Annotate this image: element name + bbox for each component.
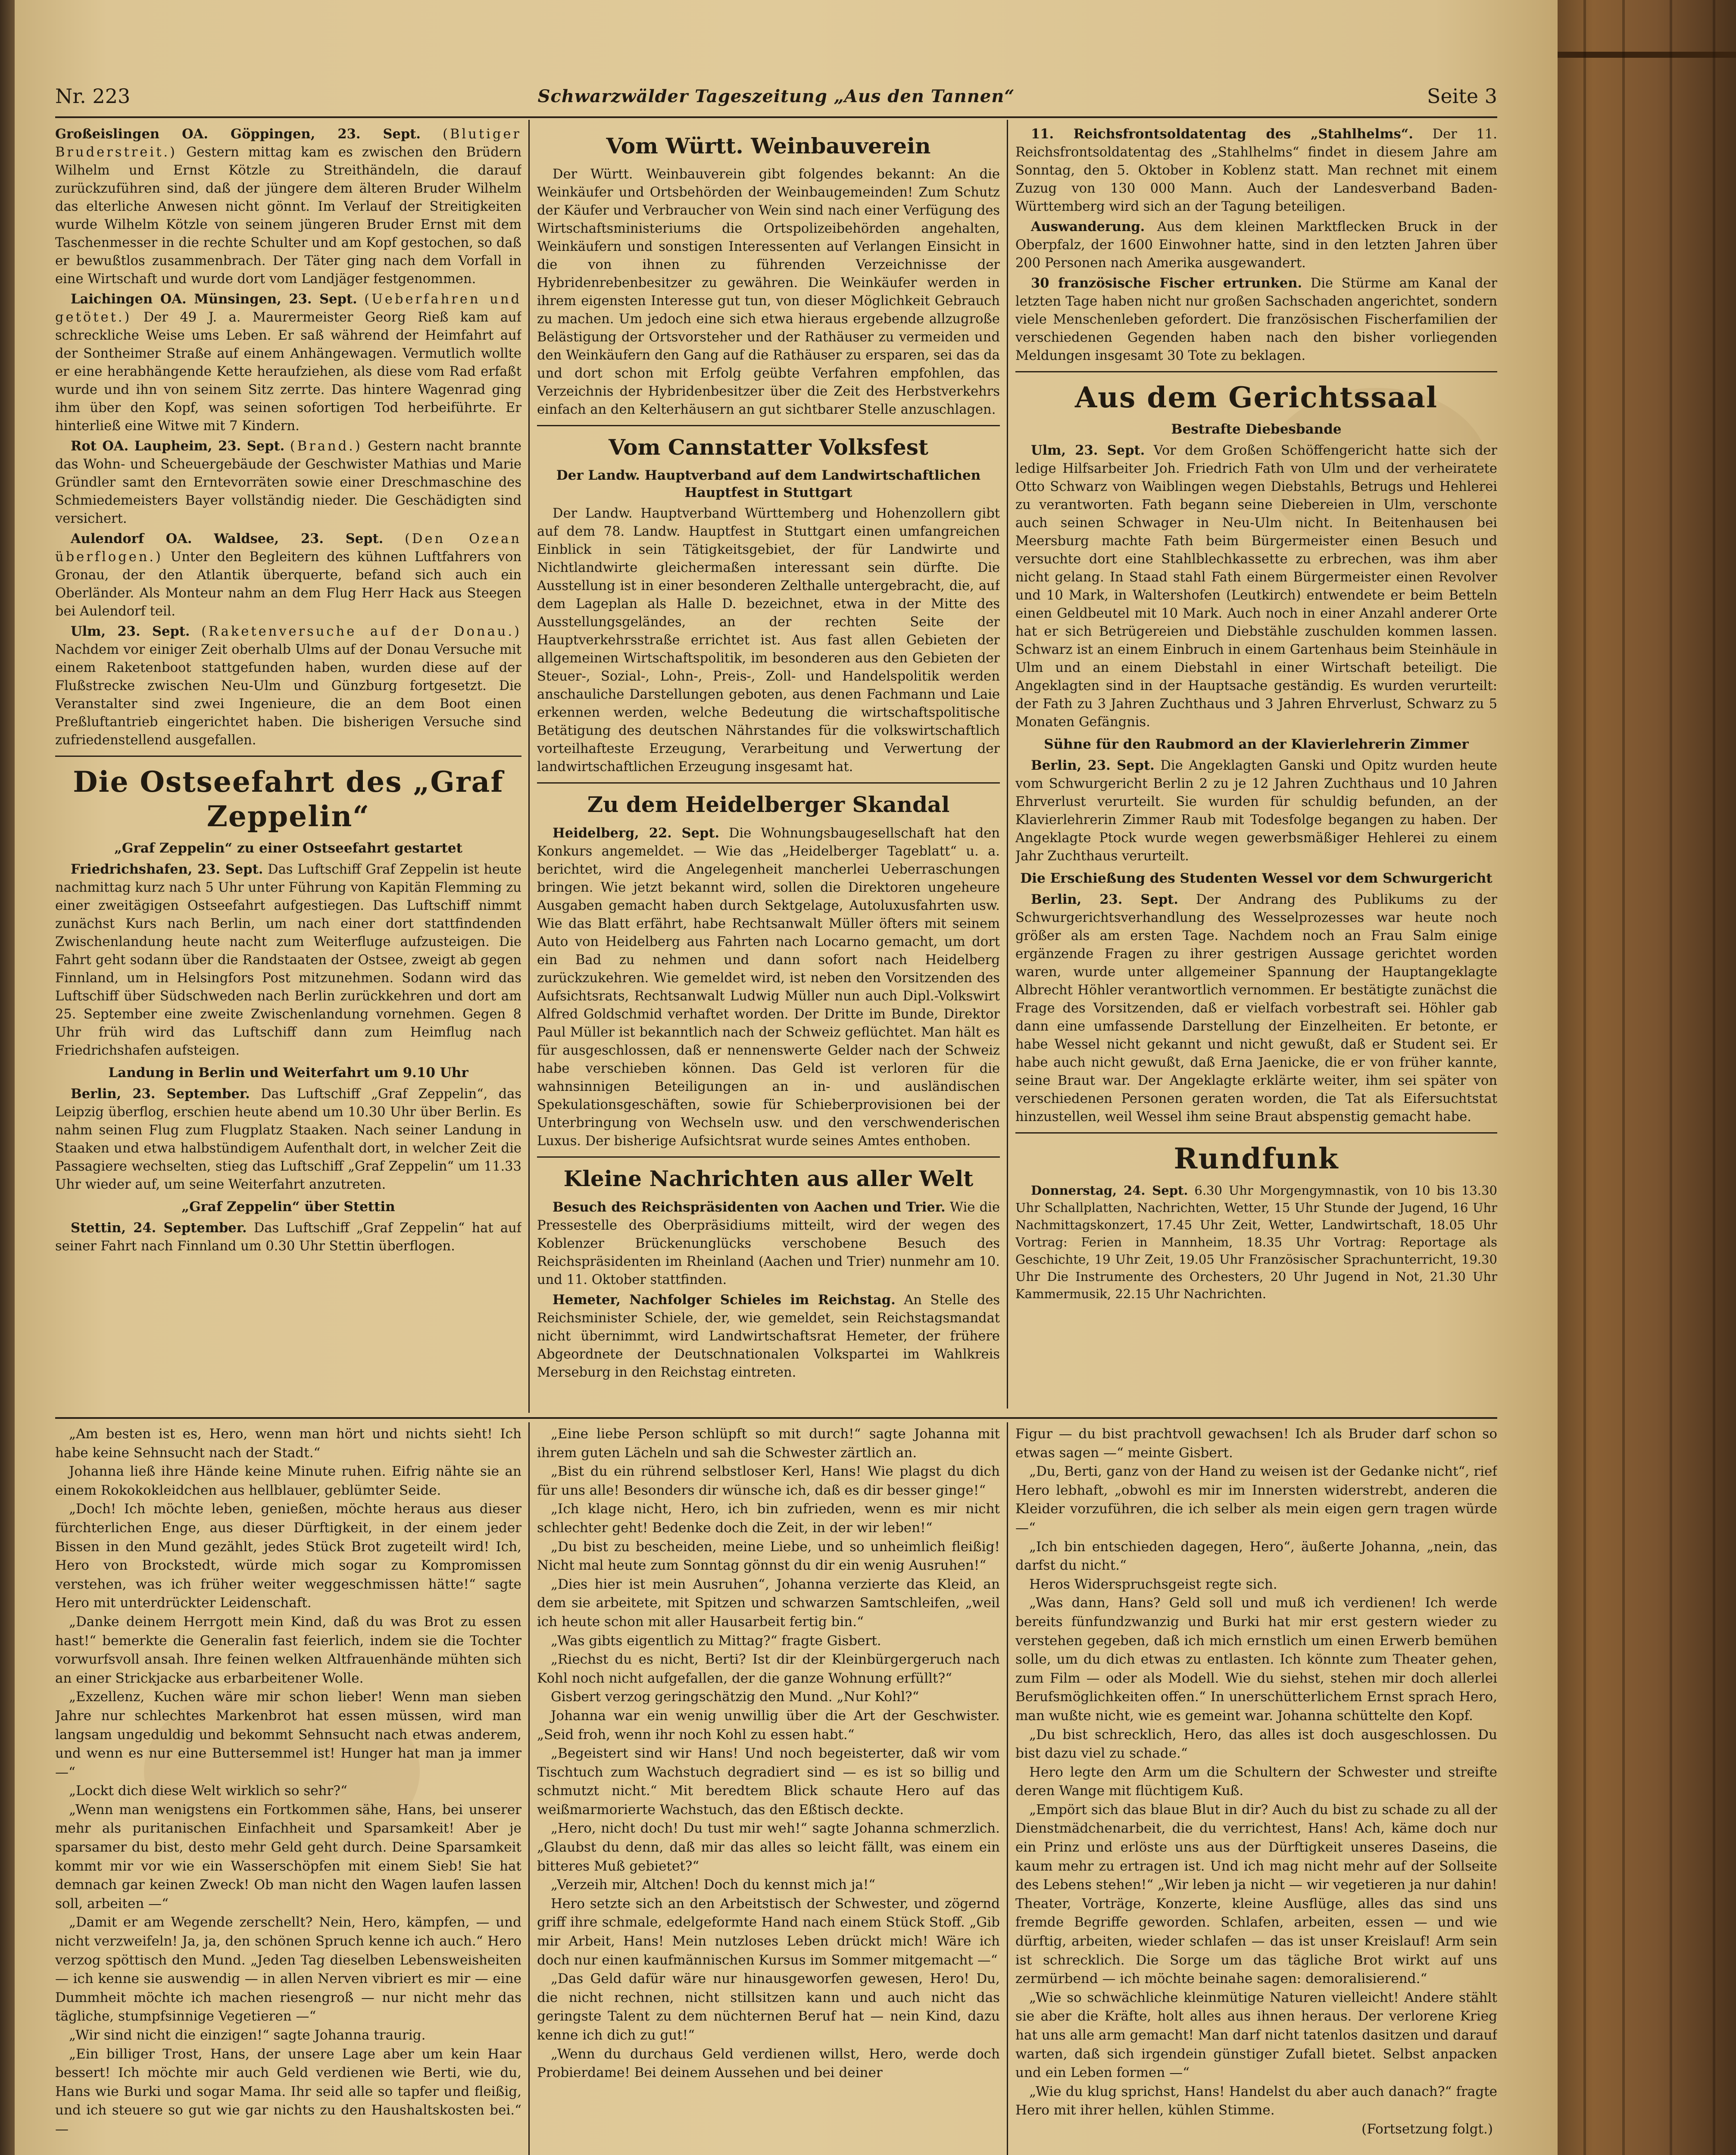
continued-note: (Fortsetzung folgt.) (1361, 2121, 1493, 2137)
serial-paragraph: „Wie du klug sprichst, Hans! Handelst du aber auch danach?“ fragte Hero mit ihrer hellen, kühlen Stimme. (1015, 2083, 1497, 2118)
newspaper-page (15, 0, 1558, 2155)
subheadline: Die Erschießung des Studenten Wessel vor dem Schwurgericht (1020, 871, 1492, 886)
article: Auswanderung. Aus dem kleinen Marktflecken Bruck in der Oberpfalz, der 1600 Einwohner hatte, sind in den letzten Jahren über 200 Personen nach Amerika ausgewandert. (1015, 219, 1497, 271)
serial-paragraph: „Du bist zu bescheiden, meine Liebe, und so unheimlich fleißig! Nicht mal heute zum Sonntag gönnst du dir ein wenig Ausruhen!“ (537, 1539, 1000, 1574)
serial-paragraph: Heros Widerspruchsgeist regte sich. (1029, 1576, 1277, 1592)
article: Rot OA. Laupheim, 23. Sept. (Brand.) Gestern nacht brannte das Wohn- und Scheuergebäude der Geschwister Mathias und Marie Gründler samt den Erntevorräten sowie einer Dreschmaschine des Schmiedemeisters Bayer vollständig nieder. Die Geschädigten sind versichert. (55, 438, 521, 526)
article: Hemeter, Nachfolger Schieles im Reichstag. An Stelle des Reichsminister Schiele, der, wie gemeldet, sein Reichstagsmandat nicht übernimmt, wird Landwirtschaftsrat Hemeter, der frühere Abgeordnete der Deutschnationalen Volkspartei im Wahlkreis Merseburg in den Reichstag eintreten. (537, 1292, 1000, 1380)
serial-paragraph: „Was dann, Hans? Geld soll und muß ich verdienen! Ich werde bereits fünfundzwanzig und Burki hat mir erst gestern wieder zu verstehen gegeben, daß ich mich ernstlich um einen Erwerb bemühen solle, um du dich etwas zu entlasten. Ich könnte zum Theater gehen, zum Film — oder als Modell. Wie du siehst, stehen mir doch allerlei Berufsmöglichkeiten offen.“ In unerschütterlichem Ernst sprach Hero, man wußte nicht, wie es gemeint war. Johanna schüttelte den Kopf. (1015, 1595, 1497, 1724)
binding-stripe (1583, 0, 1586, 2155)
serial-paragraph: „Begeistert sind wir Hans! Und noch begeisterter, daß wir vom Tischtuch zum Wachstuch degradiert sind — es ist so billig und schmutzt nicht.“ Mit beredtem Blick schaute Hero auf das weißmarmorierte Wachstuch, das den Eßtisch deckte. (537, 1746, 1000, 1818)
article: Großeislingen OA. Göppingen, 23. Sept. (Blutiger Bruderstreit.) Gestern mittag kam es zwischen den Brüdern Wilhelm und Ernst Kötzle zu Streithändeln, die darauf zurückzuführen sind, daß der jüngere dem älteren Bruder Wilhelm das elterliche Anwesen nicht gönnt. Im Verlauf der Streitigkeiten wurde Wilhelm Kötzle von seinem jüngeren Bruder Ernst mit dem Taschenmesser in die rechte Schulter und am Kopf gestochen, so daß er bewußtlos zusammenbrach. Der Täter ging nach dem Vorfall in eine Wirtschaft und wurde dort vom Landjäger festgenommen. (55, 126, 521, 287)
article: Heidelberg, 22. Sept. Die Wohnungsbaugesellschaft hat den Konkurs angemeldet. — Wie das „Heidelberger Tageblatt“ u. a. berichtet, wird die Angelegenheit mancherlei Ueberraschungen bringen. Wie jetzt bekannt wird, sollen die Direktoren ungeheure Ausgaben gemacht haben durch Sektgelage, Autoluxusfahrten usw. Wie das Blatt erfährt, habe Rechtsanwalt Müller öfters mit seinem Auto von Heidelberg aus Fahrten nach Locarno gemacht, um dort ein Bad zu nehmen und dann sofort nach Heidelberg zurückzukehren. Wie gemeldet wird, ist neben den Vorsitzenden des Aufsichtsrats, Rechtsanwalt Ludwig Müller nun auch Dipl.-Volkswirt Alfred Goldschmid verhaftet worden. Der Dritte im Bunde, Direktor Paul Müller ist bekanntlich nach der Schweiz geflüchtet. Man hält es für ausgeschlossen, daß er nennenswerte Gelder nach der Schweiz habe verschieben können. Das Geld ist verloren für die wahnsinnigen Beteiligungen an in- und ausländischen Spekulationsgeschäften, sowie für Schieberprovisionen bei der Unterbringung von Wechseln usw. und den verschwenderischen Luxus. Der bisherige Aufsichtsrat wurde seines Amtes enthoben. (537, 825, 1000, 1149)
subheadline: Sühne für den Raubmord an der Klavierlehrerin Zimmer (1044, 737, 1469, 752)
serial-novel-column (1015, 1425, 1497, 2155)
article: Ulm, 23. Sept. (Raketenversuche auf der Donau.) Nachdem vor einiger Zeit oberhalb Ulms auf der Donau Versuche mit einem Raketenboot stattgefunden haben, wurden diese auf der Flußstrecke zwischen Neu-Ulm und Günzburg fortgesetzt. Die Veranstalter sind zwei Ingenieure, die an dem Boot einen Preßluftantrieb eingerichtet haben. Die bisherigen Versuche sind zufriedenstellend ausgefallen. (55, 624, 521, 748)
serial-novel-column (55, 1425, 521, 2155)
column-rule (528, 1422, 530, 2155)
serial-paragraph: „Das Geld dafür wäre nur hinausgeworfen gewesen, Hero! Du, die nicht rechnen, nicht stillsitzen kann und auch nicht das geringste Talent zu dem nüchternen Beruf hat — nein Kind, dazu kenne ich dich zu gut!“ (537, 1971, 1000, 2043)
serial-paragraph: „Empört sich das blaue Blut in dir? Auch du bist zu schade zu all der Dienstmädchenarbeit, die du verrichtest, Hans! Ach, käme doch nur ein Prinz und erlöste uns aus der Dürftigkeit unseres Daseins, die kaum mehr zu ertragen ist. Und ich mag nicht mehr auf der Sollseite des Lebens stehen!“ „Wir leben ja nicht — wir vegetieren ja nur dahin! Theater, Vorträge, Konzerte, kleine Ausflüge, alles das sind uns fremde Begriffe geworden. Schlafen, arbeiten, essen — und wie dürftig, arbeiten, wieder schlafen — das ist unser Kreislauf! Arm sein ist schrecklich. Die Sorge um das tägliche Brot wirkt auf uns zermürbend — ich möchte beinahe sagen: demoralisierend.“ (1015, 1802, 1497, 1987)
subheadline: „Graf Zeppelin“ zu einer Ostseefahrt gestartet (114, 840, 462, 856)
book-binding (1558, 0, 1736, 2155)
scan-edge (0, 0, 15, 2155)
radio-program: Donnerstag, 24. Sept. 6.30 Uhr Morgengymnastik, von 10 bis 13.30 Uhr Schallplatten, Nachrichten, Wetter, 15 Uhr Stunde der Jugend, 16 Uhr Nachmittagskonzert, 17.45 Uhr Zeit, Wetter, Landwirtschaft, 18.05 Uhr Vortrag: Ferien in Mannheim, 18.35 Uhr Vortrag: Reportage als Geschichte, 19 Uhr Zeit, 19.05 Uhr Französischer Sprachunterricht, 19.30 Uhr Die Instrumente des Orchesters, 20 Uhr Jugend in Not, 21.30 Uhr Kammermusik, 22.15 Uhr Nachrichten. (1015, 1183, 1497, 1301)
serial-rule (55, 1417, 1497, 1419)
headline: Zu dem Heidelberger Skandal (587, 792, 950, 817)
article: Der Württ. Weinbauverein gibt folgendes bekannt: An die Weinkäufer und Ortsbehörden der Weinbaugemeinden! Zum Schutz der Käufer und Verbraucher von Wein sind nach einer Verfügung des Wirtschaftsministeriums die Ortspolizeibehörden angehalten, Weinkäufern und sonstigen Interessenten auf Verlangen Einsicht in die von ihnen zu führenden Verzeichnisse der Hybridenrebenbesitzer zu gewähren. Die Weinkäufer werden in ihrem eigensten Interesse gut tun, von dieser Möglichkeit Gebrauch zu machen. Um jedoch eine sich etwa hieraus ergebende allzugroße Belästigung der Ortsvorsteher und der Rathäuser zu vermeiden und den Weinkäufern den Gang auf die Rathäuser zu ersparen, sei das da und dort schon mit Erfolg geübte Verfahren empfohlen, das Verzeichnis der Hybridenbesitzer über die Zeit des Herbstverkehrs einfach an den Kelterhäusern an gut sichtbarer Stelle anzuschlagen. (537, 167, 1000, 417)
serial-paragraph: „Doch! Ich möchte leben, genießen, möchte heraus aus dieser fürchterlichen Enge, aus dieser Dürftigkeit, in der einem jeder Bissen in den Mund gezählt, jedes Stück Brot zugeteilt wird! Ich, Hero von Brockstedt, würde mich sogar zu Kompromissen verstehen, was ich früher weiter weggeschmissen hätte!“ sagte Hero mit unterdrückter Leidenschaft. (55, 1501, 521, 1611)
subheadline: Landung in Berlin und Weiterfahrt um 9.10 Uhr (108, 1065, 468, 1081)
serial-paragraph: Figur — du bist prachtvoll gewachsen! Ich als Bruder darf schon so etwas sagen —“ meinte Gisbert. (1015, 1426, 1497, 1461)
serial-paragraph: „Du bist schrecklich, Hero, das alles ist doch ausgeschlossen. Du bist dazu viel zu schade.“ (1015, 1727, 1497, 1761)
column-local-news (55, 125, 521, 1414)
column-rule (528, 120, 530, 1413)
divider (1015, 1132, 1497, 1134)
subheadline: „Graf Zeppelin“ über Stettin (181, 1199, 395, 1215)
binding-stripe (1622, 0, 1625, 2155)
headline: Rundfunk (1174, 1142, 1339, 1175)
headline: Kleine Nachrichten aus aller Welt (563, 1166, 974, 1191)
page-header (55, 84, 1497, 115)
article: Laichingen OA. Münsingen, 23. Sept. (Ueberfahren und getötet.) Der 49 J. a. Maurermeister Georg Rieß kam auf schreckliche Weise ums Leben. Er saß während der Heimfahrt auf der Sontheimer Straße auf einem Anhängewagen. Vermutlich wollte er eine herabhängende Kette heraufziehen, als diese vom Rad erfaßt wurde und ihn von seinem Sitz zerrte. Das hintere Wagenrad ging ihm über den Kopf, was seinen sofortigen Tod herbeiführte. Er hinterließ eine Witwe mit 7 Kindern. (55, 291, 521, 434)
subheadline: Der Landw. Hauptverband auf dem Landwirtschaftlichen Hauptfest in Stuttgart (556, 468, 981, 500)
serial-paragraph: „Wir sind nicht die einzigen!“ sagte Johanna traurig. (69, 2027, 426, 2043)
article: Aulendorf OA. Waldsee, 23. Sept. (Den Ozean überflogen.) Unter den Begleitern des kühnen Luftfahrers von Gronau, der den Atlantik überquerte, befand sich auch ein Oberländer. Als Monteur nahm an dem Flug Herr Hack aus Steegen bei Aulendorf teil. (55, 531, 521, 619)
serial-paragraph: „Ich klage nicht, Hero, ich bin zufrieden, wenn es mir nicht schlechter geht! Bedenke doch die Zeit, in der wir leben!“ (537, 1501, 1000, 1536)
serial-paragraph: „Damit er am Wegende zerschellt? Nein, Hero, kämpfen, — und nicht verzweifeln! Ja, ja, den schönen Spruch kenne ich auch.“ Hero verzog spöttisch den Mund. „Jeden Tag dieselben Lebensweisheiten — ich kenne sie auswendig — in allen Nerven vibriert es mir — eine Dummheit möchte ich machen riesengroß — nur nicht mehr das tägliche, stumpfsinnige Vegetieren —“ (55, 1915, 521, 2024)
serial-paragraph: „Danke deinem Herrgott mein Kind, daß du was Brot zu essen hast!“ bemerkte die Generalin fast feierlich, indem sie die Tochter vorwurfsvoll ansah. Ihre feinen welken Altfrauenhände mühten sich an einer Strickjacke aus erbarbeitener Wolle. (55, 1614, 521, 1686)
column-regional-news (537, 125, 1000, 1414)
column-rule (1007, 1422, 1008, 2155)
serial-paragraph: Gisbert verzog geringschätzig den Mund. „Nur Kohl?“ (551, 1689, 919, 1705)
serial-paragraph: Hero legte den Arm um die Schultern der Schwester und streifte deren Wange mit flüchtigem Kuß. (1015, 1764, 1497, 1799)
serial-novel-column (537, 1425, 1000, 2155)
serial-paragraph: „Wenn man wenigstens ein Fortkommen sähe, Hans, bei unserer mehr als puritanischen Einfachheit und Sparsamkeit! Aber je sparsamer du bist, desto mehr Geld geht durch. Deine Sparsamkeit kommt mir vor wie ein Wasserschöpfen mit einem Sieb! Sie hat demnach gar keinen Zweck! Ob man nicht den Wagen laufen lassen soll, arbeiten —“ (55, 1802, 521, 1911)
serial-paragraph: „Eine liebe Person schlüpft so mit durch!“ sagte Johanna mit ihrem guten Lächeln und sah die Schwester zärtlich an. (537, 1426, 1000, 1461)
serial-paragraph: „Ein billiger Trost, Hans, der unsere Lage aber um kein Haar bessert! Ich möchte mir auch Geld verdienen wie Berti, wie du, Hans wie Burki und sogar Mama. Ihr seid alle so tapfer und fleißig, und ich steuere so gut wie gar nichts zu den Haushaltskosten bei.“ — (55, 2046, 521, 2137)
divider (55, 756, 521, 757)
serial-paragraph: „Lockt dich diese Welt wirklich so sehr?“ (69, 1783, 347, 1799)
article: Friedrichshafen, 23. Sept. Das Luftschiff Graf Zeppelin ist heute nachmittag kurz nach 5 Uhr unter Führung von Kapitän Flemming zu einer zweitägigen Ostseefahrt aufgestiegen. Das Luftschiff nimmt zunächst Kurs nach Berlin, um nach einer dort stattfindenden Zwischenlandung heute nacht zum Weiterfluge aufzusteigen. Die Fahrt geht sodann über die Randstaaten der Ostsee, zweigt ab gegen Finnland, um in Helsingfors Post mitzunehmen. Sodann wird das Luftschiff über Südschweden nach Berlin zurückkehren und dort am 25. September eine zweite Zwischenlandung vornehmen. Gegen 8 Uhr früh wird das Luftschiff dann zum Heimflug nach Friedrichshafen aufsteigen. (55, 862, 521, 1058)
serial-paragraph: „Exzellenz, Kuchen wäre mir schon lieber! Wenn man sieben Jahre nur schlechtes Markenbrot hat essen müssen, wird man langsam ungeduldig und bekommt Sehnsucht nach etwas anderem, und wenn es nur eine Buttersemmel ist! Hunger hat man ja immer —“ (55, 1689, 521, 1780)
headline: Vom Württ. Weinbauverein (606, 133, 931, 159)
headline: Vom Cannstatter Volksfest (608, 434, 929, 460)
article: Berlin, 23. Sept. Der Andrang des Publikums zu der Schwurgerichtsverhandlung des Wesselprozesses war heute noch größer als am ersten Tage. Nachdem noch an Frau Salm einige ergänzende Fragen zu ihrer gestrigen Aussage gerichtet worden waren, wurde unter allgemeiner Spannung der Hauptangeklagte Albrecht Höhler verantwortlich vernommen. Er bestätigte zunächst die Frage des Vorsitzenden, daß er vielfach vorbestraft sei. Höhler gab dann eine umfassende Darstellung der Einzelheiten. Er betonte, er habe Wessel nicht gekannt und nicht gewußt, daß er Student sei. Er habe auch nicht gewußt, daß Erna Jaenicke, die er von früher kannte, seine Braut war. Der Angeklagte erklärte weiter, ihm sei später von verschiedenen Personen geraten worden, die Tat als Eifersuchtstat hinzustellen, weil Wessel ihm seine Braut abspenstig gemacht habe. (1015, 892, 1497, 1124)
serial-paragraph: Johanna war ein wenig unwillig über die Art der Geschwister. „Seid froh, wenn ihr noch Kohl zu essen habt.“ (537, 1708, 1000, 1743)
serial-paragraph: „Am besten ist es, Hero, wenn man hört und nichts sieht! Ich habe keine Sehnsucht nach der Stadt.“ (55, 1426, 521, 1461)
page-number: Seite 3 (1427, 84, 1497, 108)
serial-paragraph: „Bist du ein rührend selbstloser Kerl, Hans! Wie plagst du dich für uns alle! Besonders dir wünsche ich, daß es dir besser ginge!“ (537, 1464, 1000, 1498)
column-court-radio (1015, 125, 1497, 1414)
subheadline: Bestrafte Diebesbande (1171, 422, 1342, 437)
binding-stripe (1670, 0, 1672, 2155)
serial-paragraph: „Was gibts eigentlich zu Mittag?“ fragte Gisbert. (551, 1633, 881, 1649)
article: Ulm, 23. Sept. Vor dem Großen Schöffengericht hatte sich der ledige Hilfsarbeiter Joh. Friedrich Fath von Ulm und der verheiratete Otto Schwarz von Waiblingen wegen Diebstahls, Betrugs und Hehlerei zu verantworten. Fath begann seine Diebereien in Ulm, verschonte auch seinen Schwager in Neu-Ulm nicht. In Beitenhausen bei Meersburg machte Fath beim Bürgermeister einen Besuch und versuchte dort eine Stahlblechkassette zu erbrechen, was ihm aber nicht gelang. In Staad stahl Fath einem Bürgermeister einen Revolver und 10 Mark, in Waltershofen (Leutkirch) entwendete er beim Betteln einen Geldbeutel mit 10 Mark. Auch noch in einer Anzahl anderer Orte hat er sich Betrügereien und Diebstähle zuschulden kommen lassen. Schwarz ist an einem Einbruch in einem Gartenhaus beim Steinhäule in Ulm und an einem Diebstahl in einer Wirtschaft beteiligt. Die Angeklagten sind in der Hauptsache geständig. Es wurden verurteilt: der Fath zu 3 Jahren Zuchthaus und 3 Jahren Ehrverlust, Schwarz zu 5 Monaten Gefängnis. (1015, 443, 1497, 730)
article: Berlin, 23. September. Das Luftschiff „Graf Zeppelin“, das Leipzig überflog, erschien heute abend um 10.30 Uhr über Berlin. Es nahm seinen Flug zum Flugplatz Staaken. Nach seiner Landung in Staaken und etwa halbstündigem Aufenthalt dort, in welcher Zeit die Passagiere wechselten, stieg das Luftschiff „Graf Zeppelin“ um 11.33 Uhr wieder auf, um seine Weiterfahrt anzutreten. (55, 1086, 521, 1192)
divider (537, 782, 1000, 784)
article: Der Landw. Hauptverband Württemberg und Hohenzollern gibt auf dem 78. Landw. Hauptfest in Stuttgart einen umfangreichen Einblick in sein Tätigkeitsgebiet, der für Landwirte und Nichtlandwirte gleichermaßen interessant sein dürfte. Die Ausstellung ist in einer besonderen Zelthalle untergebracht, die, auf dem Lageplan als Halle D. bezeichnet, etwa in der Mitte des Ausstellungsgeländes, an der rechten Seite der Hauptverkehrsstraße errichtet ist. Aus fast allen Gebieten der allgemeinen Wirtschaftspolitik, im besonderen aus den Gebieten der Steuer-, Sozial-, Lohn-, Preis-, Zoll- und Handelspolitik werden anschauliche Darstellungen geboten, aus denen Fachmann und Laie erkennen werden, welche Bedeutung die wirtschaftspolitische Betätigung des deutschen Nährstandes für die volkswirtschaftlich vorteilhafteste Erzeugung, Verarbeitung und Verwertung der landwirtschaftlichen Erzeugung insgesamt hat. (537, 506, 1000, 775)
serial-paragraph: „Du, Berti, ganz von der Hand zu weisen ist der Gedanke nicht“, rief Hero lebhaft, „obwohl es mir im Innersten widerstrebt, anderen die Kleider vorzuführen, die ich selber als mein eigen gern tragen würde —“ (1015, 1464, 1497, 1536)
serial-paragraph: „Dies hier ist mein Ausruhen“, Johanna verzierte das Kleid, an dem sie arbeitete, mit Spitzen und schwarzen Samtschleifen, „weil ich heute schon mit aller Hausarbeit fertig bin.“ (537, 1576, 1000, 1630)
divider (1015, 371, 1497, 372)
masthead: Schwarzwälder Tageszeitung „Aus den Tannen“ (537, 86, 1015, 106)
serial-paragraph: „Verzeih mir, Altchen! Doch du kennst mich ja!“ (551, 1877, 876, 1893)
headline: Die Ostseefahrt des „Graf Zeppelin“ (73, 765, 504, 833)
divider (537, 425, 1000, 426)
serial-paragraph: „Hero, nicht doch! Du tust mir weh!“ sagte Johanna schmerzlich. „Glaubst du denn, daß mir das alles so leicht fällt, was einem ein bitteres Muß gebietet?“ (537, 1821, 1000, 1874)
serial-paragraph: Hero setzte sich an den Arbeitstisch der Schwester, und zögernd griff ihre schmale, edelgeformte Hand nach einem Stück Stoff. „Gib mir Arbeit, Hans! Mein nutzloses Leben drückt mich! Wäre ich doch nur einen kaufmännischen Kursus im Sommer mitgemacht —“ (537, 1896, 1000, 1968)
column-rule (1007, 120, 1008, 1409)
divider (537, 1156, 1000, 1158)
article: Berlin, 23. Sept. Die Angeklagten Ganski und Opitz wurden heute vom Schwurgericht Berlin 2 zu je 12 Jahren Zuchthaus und 10 Jahren Ehrverlust verurteilt. Sie wurden für schuldig befunden, an der Klavierlehrerin Zimmer Raub mit Todesfolge begangen zu haben. Der Angeklagte Ptock wurde wegen gewerbsmäßiger Hehlerei zu einem Jahr Zuchthaus verurteilt. (1015, 758, 1497, 864)
headline: Aus dem Gerichtssaal (1074, 381, 1438, 414)
article: Besuch des Reichspräsidenten von Aachen und Trier. Wie die Pressestelle des Oberpräsidiums mitteilt, wird der wegen des Koblenzer Brückenunglücks verschobene Besuch des Reichspräsidenten im Rheinland (Aachen und Trier) nunmehr am 10. und 11. Oktober stattfinden. (537, 1199, 1000, 1287)
serial-paragraph: „Ich bin entschieden dagegen, Hero“, äußerte Johanna, „nein, das darfst du nicht.“ (1015, 1539, 1497, 1574)
serial-paragraph: „Wenn du durchaus Geld verdienen willst, Hero, werde doch Probierdame! Bei deinem Aussehen und bei deiner (537, 2046, 1000, 2081)
article: 11. Reichsfrontsoldatentag des „Stahlhelms“. Der 11. Reichsfrontsoldatentag des „Stahlhelms“ findet in diesem Jahre am Sonntag, den 5. Oktober in Koblenz statt. Man rechnet mit einem Zuzug von 130 000 Mann. Auch der Landesverband Baden-Württemberg wird sich an der Tagung beteiligen. (1015, 126, 1497, 214)
serial-paragraph: Johanna ließ ihre Hände keine Minute ruhen. Eifrig nähte sie an einem Rokokokleidchen aus hellblauer, geblümter Seide. (55, 1464, 521, 1498)
serial-paragraph: „Wie so schwächliche kleinmütige Naturen vielleicht! Andere stählt sie aber die Kräfte, holt alles aus ihnen heraus. Der verlorene Krieg hat uns alle arm gemacht! Man darf nicht tatenlos dasitzen und darauf warten, daß sich irgendein günstiger Zufall bietet. Selbst anpacken und ein Leben formen —“ (1015, 1989, 1497, 2081)
article: 30 französische Fischer ertrunken. Die Stürme am Kanal der letzten Tage haben nicht nur großen Sachschaden angerichtet, sondern viele Menschenleben gefordert. Die französischen Fischerfamilien der verschiedenen Gegenden haben nach den bisher vorliegenden Meldungen insgesamt 30 Tote zu beklagen. (1015, 275, 1497, 363)
issue-number: Nr. 223 (55, 84, 131, 108)
serial-paragraph: „Riechst du es nicht, Berti? Ist dir der Kleinbürgergeruch nach Kohl noch nicht aufgefallen, der die ganze Wohnung erfüllt?“ (537, 1652, 1000, 1686)
header-rule (55, 116, 1497, 118)
binding-stripe (1713, 0, 1715, 2155)
article: Stettin, 24. September. Das Luftschiff „Graf Zeppelin“ hat auf seiner Fahrt nach Finnland um 0.30 Uhr Stettin überflogen. (55, 1220, 521, 1254)
